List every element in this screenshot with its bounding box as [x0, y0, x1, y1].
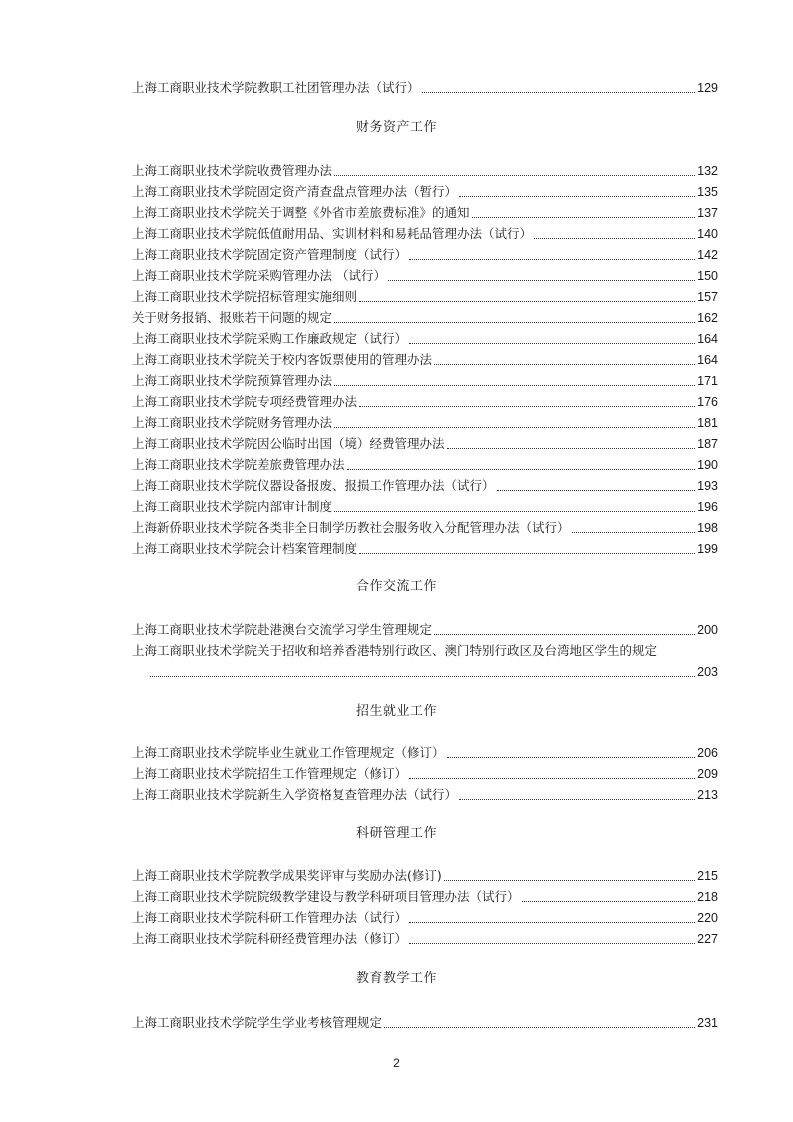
toc-entry-title: 上海工商职业技术学院财务管理办法 [132, 415, 333, 430]
toc-entry[interactable] [132, 161, 718, 181]
leader-dots [447, 743, 696, 758]
toc-entry[interactable] [132, 908, 718, 928]
toc-entry[interactable] [132, 497, 718, 517]
leader-dots [522, 887, 696, 902]
toc-entry[interactable] [132, 887, 718, 907]
toc-entry-page: 187 [697, 437, 718, 451]
toc-entry-page: 213 [697, 788, 718, 802]
toc-entry-title: 上海工商职业技术学院教学成果奖评审与奖励办法(修订) [132, 868, 442, 883]
toc-entry[interactable] [132, 245, 718, 265]
toc-entry-page: 227 [697, 932, 718, 946]
leader-dots [150, 662, 695, 677]
toc-entry[interactable] [132, 182, 718, 202]
leader-dots [497, 476, 696, 491]
toc-entry[interactable] [132, 743, 718, 763]
leader-dots [459, 785, 695, 800]
leader-dots [334, 161, 695, 176]
toc-entry[interactable] [132, 929, 718, 949]
toc-entry-title: 上海工商职业技术学院院级教学建设与教学科研项目管理办法（试行） [132, 889, 520, 904]
leader-dots [444, 866, 695, 881]
toc-entry-page: 190 [697, 458, 718, 472]
toc-entry-long-title[interactable]: 上海工商职业技术学院关于招收和培养香港特别行政区、澳门特别行政区及台湾地区学生的规定 [132, 643, 658, 658]
toc-entry-page: 142 [697, 248, 718, 262]
toc-entry-title: 上海工商职业技术学院新生入学资格复查管理办法（试行） [132, 787, 458, 802]
toc-entry-page: 199 [697, 542, 718, 556]
leader-dots [388, 266, 695, 281]
toc-entry[interactable] [132, 785, 718, 805]
leader-dots [409, 329, 695, 344]
leader-dots [422, 78, 696, 93]
toc-entry[interactable] [132, 78, 718, 98]
section-heading: 教育教学工作 [355, 971, 437, 986]
toc-entry-title: 上海工商职业技术学院预算管理办法 [132, 373, 333, 388]
leader-dots [409, 908, 695, 923]
leader-dots [409, 764, 695, 779]
toc-entry-page: 157 [697, 290, 718, 304]
toc-entry[interactable] [132, 203, 718, 223]
section-heading: 合作交流工作 [355, 579, 437, 594]
toc-entry-page: 203 [697, 665, 718, 679]
toc-entry-title: 上海工商职业技术学院专项经费管理办法 [132, 394, 358, 409]
toc-entry-title: 上海工商职业技术学院关于校内客饭票使用的管理办法 [132, 352, 433, 367]
toc-entry-title: 上海工商职业技术学院固定资产管理制度（试行） [132, 247, 408, 262]
leader-dots [359, 287, 695, 302]
toc-entry-title: 上海工商职业技术学院科研工作管理办法（试行） [132, 910, 408, 925]
toc-entry-title: 上海工商职业技术学院因公临时出国（境）经费管理办法 [132, 436, 445, 451]
leader-dots [459, 182, 695, 197]
leader-dots [409, 929, 695, 944]
toc-entry-page: 200 [697, 623, 718, 637]
toc-entry-page: 164 [697, 353, 718, 367]
toc-entry-page: 215 [697, 869, 718, 883]
toc-entry-page: 171 [697, 374, 718, 388]
toc-entry[interactable] [132, 620, 718, 640]
toc-entry-title: 上海工商职业技术学院仪器设备报废、报损工作管理办法（试行） [132, 478, 495, 493]
toc-entry-title: 上海工商职业技术学院收费管理办法 [132, 163, 333, 178]
leader-dots [434, 620, 695, 635]
toc-entry-page: 137 [697, 206, 718, 220]
leader-dots [409, 245, 695, 260]
toc-entry-page: 196 [697, 500, 718, 514]
toc-entry-title: 上海工商职业技术学院低值耐用品、实训材料和易耗品管理办法（试行） [132, 226, 533, 241]
leader-dots [347, 455, 696, 470]
leader-dots [334, 371, 695, 386]
leader-dots [384, 1013, 695, 1028]
leader-dots [447, 434, 696, 449]
toc-entry[interactable] [132, 764, 718, 784]
toc-entry-title: 上海工商职业技术学院科研经费管理办法（修订） [132, 931, 408, 946]
toc-entry-title: 上海工商职业技术学院采购管理办法 （试行） [132, 268, 386, 283]
leader-dots [359, 539, 695, 554]
toc-entry-page: 181 [697, 416, 718, 430]
toc-entry-title: 上海工商职业技术学院招生工作管理规定（修订） [132, 766, 408, 781]
leader-dots [334, 413, 695, 428]
toc-entry-page: 150 [697, 269, 718, 283]
toc-entry[interactable] [132, 308, 718, 328]
leader-dots [359, 392, 695, 407]
toc-entry-page: 209 [697, 767, 718, 781]
section-heading: 招生就业工作 [355, 704, 437, 719]
toc-entry[interactable] [132, 1013, 718, 1033]
toc-entry-page: 135 [697, 185, 718, 199]
toc-entry-page: 176 [697, 395, 718, 409]
toc-entry-title: 上海工商职业技术学院教职工社团管理办法（试行） [132, 80, 420, 95]
toc-entry[interactable] [132, 350, 718, 370]
toc-entry-page: 164 [697, 332, 718, 346]
leader-dots [472, 203, 696, 218]
section-heading: 科研管理工作 [355, 826, 437, 841]
toc-entry-title: 上海工商职业技术学院招标管理实施细则 [132, 289, 358, 304]
toc-entry-title: 上海新侨职业技术学院各类非全日制学历教社会服务收入分配管理办法（试行） [132, 520, 570, 535]
toc-entry-page: 162 [697, 311, 718, 325]
leader-dots [434, 350, 695, 365]
section-heading: 财务资产工作 [355, 120, 437, 135]
toc-entry[interactable] [132, 329, 718, 349]
toc-entry-page: 132 [697, 164, 718, 178]
leader-dots [534, 224, 695, 239]
toc-entry-continuation[interactable] [150, 662, 718, 682]
toc-entry-page: 129 [697, 81, 718, 95]
toc-entry[interactable] [132, 866, 718, 886]
toc-entry-page: 218 [697, 890, 718, 904]
toc-entry-page: 140 [697, 227, 718, 241]
toc-entry[interactable] [132, 224, 718, 244]
leader-dots [334, 308, 695, 323]
toc-entry-title: 上海工商职业技术学院内部审计制度 [132, 499, 333, 514]
toc-entry[interactable] [132, 266, 718, 286]
toc-entry-title: 上海工商职业技术学院差旅费管理办法 [132, 457, 345, 472]
toc-entry-title: 关于财务报销、报账若干问题的规定 [132, 310, 333, 325]
toc-entry-title: 上海工商职业技术学院赴港澳台交流学习学生管理规定 [132, 622, 433, 637]
toc-entry[interactable] [132, 518, 718, 538]
toc-entry[interactable] [132, 392, 718, 412]
toc-entry[interactable] [132, 371, 718, 391]
toc-entry[interactable] [132, 287, 718, 307]
toc-entry-page: 231 [697, 1016, 718, 1030]
toc-entry[interactable] [132, 455, 718, 475]
toc-entry-title: 上海工商职业技术学院关于调整《外省市差旅费标准》的通知 [132, 205, 470, 220]
toc-entry-title: 上海工商职业技术学院会计档案管理制度 [132, 541, 358, 556]
toc-entry-title: 上海工商职业技术学院毕业生就业工作管理规定（修订） [132, 745, 445, 760]
toc-entry[interactable] [132, 434, 718, 454]
leader-dots [334, 497, 695, 512]
leader-dots [572, 518, 696, 533]
toc-entry-title: 上海工商职业技术学院固定资产清查盘点管理办法（暂行） [132, 184, 458, 199]
toc-entry[interactable] [132, 413, 718, 433]
toc-entry-page: 220 [697, 911, 718, 925]
toc-entry-page: 206 [697, 746, 718, 760]
toc-entry-title: 上海工商职业技术学院学生学业考核管理规定 [132, 1015, 383, 1030]
page-number: 2 [393, 1056, 400, 1070]
toc-entry[interactable] [132, 539, 718, 559]
toc-entry[interactable] [132, 476, 718, 496]
toc-entry-page: 198 [697, 521, 718, 535]
toc-entry-page: 193 [697, 479, 718, 493]
toc-entry-title: 上海工商职业技术学院采购工作廉政规定（试行） [132, 331, 408, 346]
